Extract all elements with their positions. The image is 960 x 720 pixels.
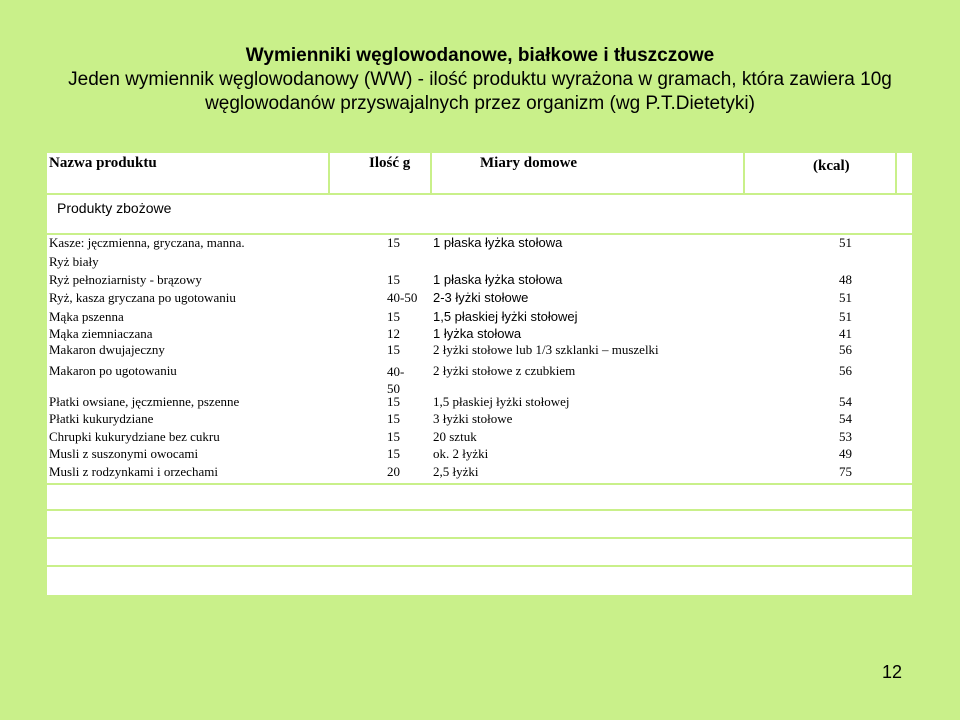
household-measure: 20 sztuk <box>433 429 477 444</box>
product-name: Mąka ziemniaczana <box>49 326 153 341</box>
product-name: Chrupki kukurydziane bez cukru <box>49 429 220 444</box>
quantity: 15 <box>387 429 400 444</box>
slide-title: Wymienniki węglowodanowe, białkowe i tłuszczowe <box>245 45 715 66</box>
household-measure: 3 łyżki stołowe <box>433 411 513 426</box>
slide-subtitle-line1: Jeden wymiennik węglowodanowy (WW) - ilość produktu wyrażona w gramach, która zawiera 10g <box>68 69 892 90</box>
household-measure: 1 płaska łyżka stołowa <box>433 272 563 287</box>
kcal-value: 54 <box>839 411 852 426</box>
exchange-table <box>47 153 912 595</box>
product-name: Płatki kukurydziane <box>49 411 154 426</box>
kcal-value: 51 <box>839 290 852 305</box>
column-divider <box>328 153 330 193</box>
kcal-value: 54 <box>839 394 852 409</box>
kcal-value: 51 <box>839 235 852 250</box>
column-divider <box>430 153 432 193</box>
product-name: Ryż, kasza gryczana po ugotowaniu <box>49 290 236 305</box>
product-name: Płatki owsiane, jęczmienne, pszenne <box>49 394 240 409</box>
product-name: Ryż pełnoziarnisty - brązowy <box>49 272 202 287</box>
section-header <box>47 195 912 235</box>
kcal-value: 49 <box>839 446 852 461</box>
header-qty: Ilość g <box>369 155 411 171</box>
household-measure: 1 płaska łyżka stołowa <box>433 235 563 250</box>
section-label: Produkty zbożowe <box>57 200 172 216</box>
title-block <box>0 44 960 116</box>
kcal-value: 53 <box>839 429 852 444</box>
household-measure: 2-3 łyżki stołowe <box>433 290 529 305</box>
quantity: 40- 50 <box>387 364 405 396</box>
quantity: 15 <box>387 272 400 287</box>
quantity: 12 <box>387 326 400 341</box>
kcal-value: 56 <box>839 363 852 378</box>
quantity: 40-50 <box>387 290 418 305</box>
quantity: 15 <box>387 394 400 409</box>
quantity: 15 <box>387 342 400 357</box>
row-divider <box>47 537 912 539</box>
household-measure: ok. 2 łyżki <box>433 446 489 461</box>
household-measure: 1,5 płaskiej łyżki stołowej <box>433 309 578 324</box>
row-divider <box>47 483 912 485</box>
quantity: 15 <box>387 309 400 324</box>
column-divider <box>743 153 745 193</box>
kcal-value: 51 <box>839 309 852 324</box>
product-name: Musli z rodzynkami i orzechami <box>49 464 218 479</box>
product-name: Makaron po ugotowaniu <box>49 363 177 378</box>
header-name: Nazwa produktu <box>49 155 157 171</box>
slide-subtitle-line2: węglowodanów przyswajalnych przez organizm (wg P.T.Dietetyki) <box>205 93 755 114</box>
header-kcal: (kcal) <box>813 158 850 174</box>
household-measure: 1,5 płaskiej łyżki stołowej <box>433 394 570 409</box>
kcal-value: 75 <box>839 464 852 479</box>
row-divider <box>47 509 912 511</box>
household-measure: 2,5 łyżki <box>433 464 479 479</box>
kcal-value: 41 <box>839 326 852 341</box>
product-name: Makaron dwujajeczny <box>49 342 165 357</box>
quantity: 20 <box>387 464 400 479</box>
page-number: 12 <box>881 662 902 682</box>
quantity: 15 <box>387 235 400 250</box>
column-divider <box>895 153 897 193</box>
household-measure: 1 łyżka stołowa <box>433 326 522 341</box>
row-divider <box>47 565 912 567</box>
quantity: 15 <box>387 411 400 426</box>
product-name: Ryż biały <box>49 254 99 269</box>
kcal-value: 56 <box>839 342 852 357</box>
household-measure: 2 łyżki stołowe lub 1/3 szklanki – muszelki <box>433 342 659 357</box>
table-header <box>47 153 912 193</box>
quantity: 15 <box>387 446 400 461</box>
product-name: Musli z suszonymi owocami <box>49 446 199 461</box>
product-name: Kasze: jęczmienna, gryczana, manna. <box>49 235 245 250</box>
header-measure: Miary domowe <box>480 155 578 171</box>
kcal-value: 48 <box>839 272 852 287</box>
product-name: Mąka pszenna <box>49 309 124 324</box>
household-measure: 2 łyżki stołowe z czubkiem <box>433 363 576 378</box>
